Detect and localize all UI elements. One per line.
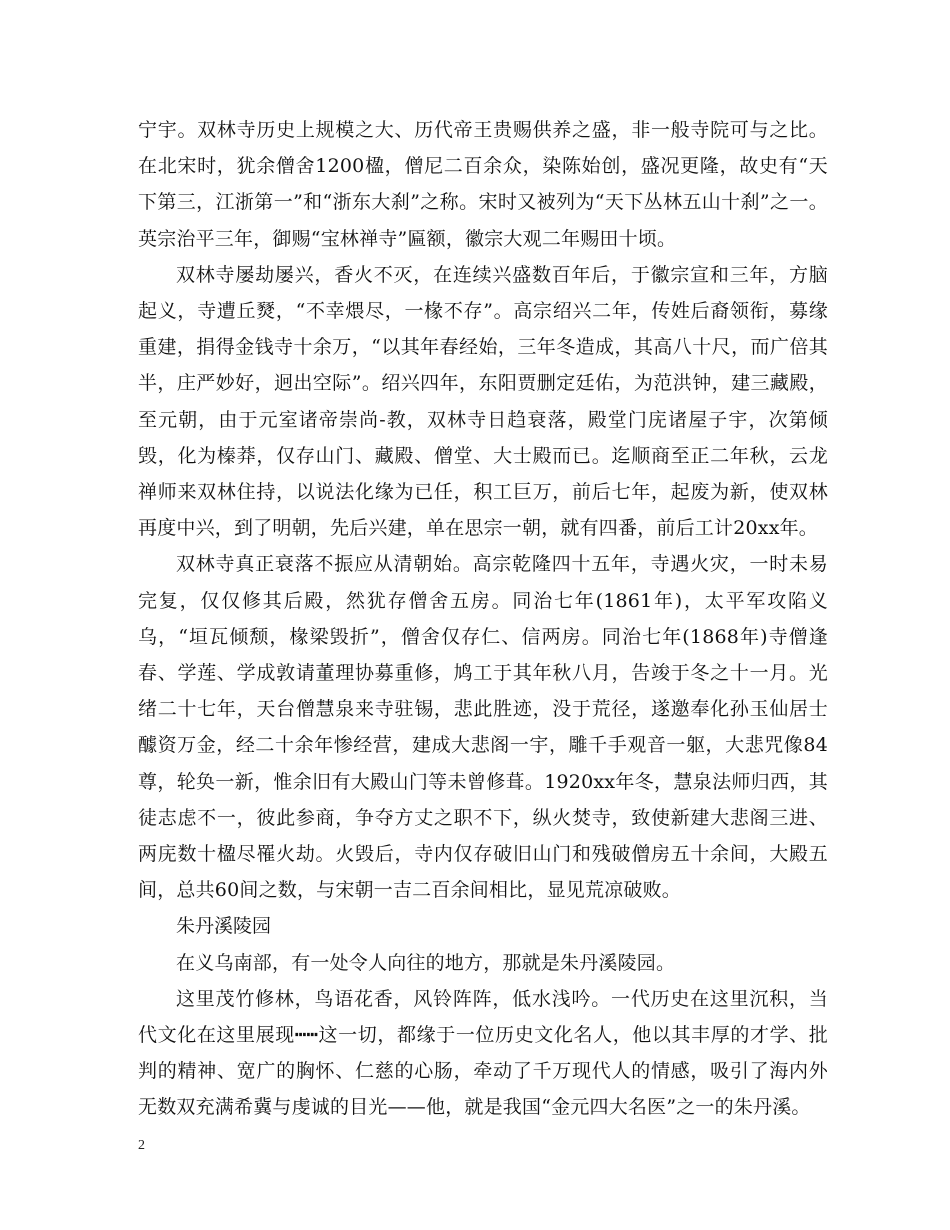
paragraph-location: 在义乌南部，有一处令人向往的地方，那就是朱丹溪陵园。 [176,951,676,974]
document-page [138,112,828,1126]
paragraph-continued: 宁宇。双林寺历史上规模之大、历代帝王贵赐供养之盛，非一般寺院可与之比。在北宋时，犹余僧舍1200楹，僧尼二百余众，染陈始创，盛况更隆，故史有“天下第三，江浙第一”和“浙东大刹”之称。宋时又被列为“天下丛林五山十刹”之一。英宗治平三年，御赐“宝林禅寺”匾额，徽宗大观二年赐田十顷。 [138,119,828,250]
paragraph-history-revival: 双林寺屡劫屡兴，香火不灭，在连续兴盛数百年后，于徽宗宣和三年，方脑起义，寺遭丘燹，“不幸煨尽，一椽不存”。高宗绍兴二年，传姓后裔领衔，募缘重建，捐得金钱寺十余万，“以其年春经始，三年冬造成，其高八十尺，而广倍其半，庄严妙好，迥出空际”。绍兴四年，东阳贾删定廷佑，为范洪钟，建三藏殿，至元朝，由于元室诸帝崇尚-教，双林寺日趋衰落，殿堂门庑诸屋子宇，次第倾毁，化为榛莽，仅存山门、藏殿、僧堂、大士殿而已。迄顺商至正二年秋，云龙禅师来双林住持，以说法化缘为已任，积工巨万，前后七年，起废为新，使双林再度中兴，到了明朝，先后兴建，单在思宗一朝，就有四番，前后工计20xx年。 [138,263,828,540]
paragraph-description: 这里茂竹修林，鸟语花香，风铃阵阵，低水浅吟。一代历史在这里沉积，当代文化在这里展现┅┅这一切，都缘于一位历史文化名人，他以其丰厚的才学、批判的精神、宽广的胸怀、仁慈的心肠，牵动了千万现代人的情感，吸引了海内外无数双充满希冀与虔诚的目光——他，就是我国“金元四大名医”之一的朱丹溪。 [138,987,828,1119]
page-number: 2 [138,1138,145,1153]
paragraph-qing-decline: 双林寺真正衰落不振应从清朝始。高宗乾隆四十五年，寺遇火灾，一时未易完复，仅仅修其后殿，然犹存僧舍五房。同治七年(1861年)，太平军攻陷义乌，“垣瓦倾颓，椽梁毁折”，僧舍仅存仁、信两房。同治七年(1868年)寺僧逢春、学莲、学成敦请董理协募重修，鸠工于其年秋八月，告竣于冬之十一月。光绪二十七年，天台僧慧泉来寺驻锡，悲此胜迹，没于荒径，遂邀奉化孙玉仙居士醵资万金，经二十余年惨经营，建成大悲阁一宇，雕千手观音一躯，大悲咒像84尊，轮奂一新，惟余旧有大殿山门等未曾修葺。1920xx年冬，慧泉法师归西，其徒志虑不一，彼此参商，争夺方丈之职不下，纵火焚寺，致使新建大悲阁三进、两庑数十楹尽罹火劫。火毁后，寺内仅存破旧山门和残破僧房五十余间，大殿五间，总共60间之数，与宋朝一吉二百余间相比，显见荒凉破败。 [138,553,828,902]
section-title: 朱丹溪陵园 [176,915,272,938]
